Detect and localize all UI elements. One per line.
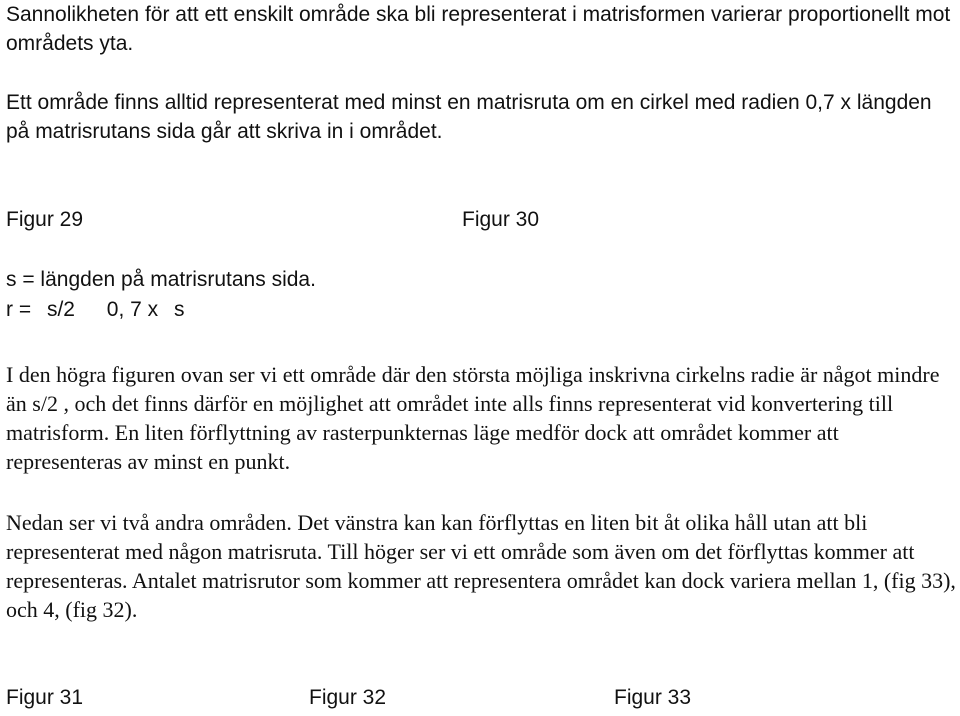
paragraph-right-figure: I den högra figuren ovan ser vi ett område där den största möjliga inskrivna cirkelns radie är något mindre än s/2 , och det finns därför en möjlighet att området inte alls finns representerat vid konvertering till matrisform. En liten förflyttning av rasterpunkternas läge medför dock att området kommer att representeras av minst en punkt. xyxy=(6,362,940,474)
figure-caption-30: Figur 30 xyxy=(462,208,540,231)
paragraph-other-areas: Nedan ser vi två andra områden. Det vänstra kan kan förflyttas en liten bit åt olika håll utan att bli representerat med någon matrisruta. Till höger ser vi ett område som även om det förflyttas kommer att representeras. Antalet matrisrutor som kommer att representera området kan dock variera mellan 1, (fig 33), och 4, (fig 32). xyxy=(6,510,956,622)
formula-coefficient: 0, 7 x xyxy=(106,298,159,321)
paragraph-circle-condition: Ett område finns alltid representerat med minst en matrisruta om en cirkel med radien 0,7 x längden på matrisrutans sida går att skriva in i området. xyxy=(6,91,932,143)
formula-s: s xyxy=(174,298,185,321)
formula-r-lhs: r = xyxy=(6,298,32,321)
figure-caption-32: Figur 32 xyxy=(309,686,387,709)
formula-s-half: s/2 xyxy=(46,298,75,321)
figure-caption-29: Figur 29 xyxy=(6,208,84,231)
figure-caption-31: Figur 31 xyxy=(6,686,84,709)
definition-s: s = längden på matrisrutans sida. xyxy=(6,268,316,291)
figure-caption-33: Figur 33 xyxy=(614,686,692,709)
definition-r xyxy=(6,298,185,322)
paragraph-area-probability: Sannolikheten för att ett enskilt område ska bli representerat i matrisformen varierar proportionellt mot områdets yta. xyxy=(6,3,951,55)
